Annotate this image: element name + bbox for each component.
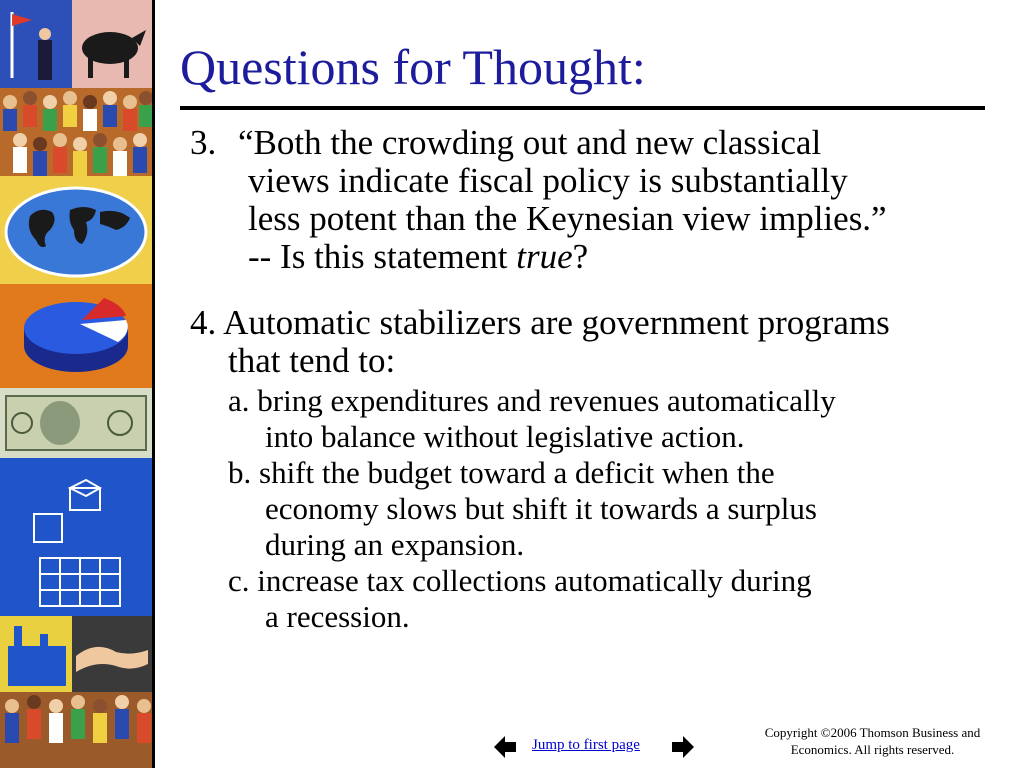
question-3-prompt: -- Is this statement: [248, 237, 517, 276]
option-b-line-3: during an expansion.: [265, 527, 525, 562]
pie-chart-illustration: [0, 284, 152, 388]
question-4-line-1: 4. Automatic stabilizers are government programs: [190, 303, 890, 342]
question-3-question-mark: ?: [572, 237, 589, 276]
question-4: [190, 304, 1010, 635]
flag-and-bull-illustration: [0, 0, 152, 88]
question-3: [190, 124, 990, 276]
copyright-line-1: Copyright ©2006 Thomson Business and: [764, 725, 981, 740]
slide-title: Questions for Thought:: [180, 39, 646, 95]
question-4-line-2: that tend to:: [228, 341, 396, 380]
option-a-line-1: a. bring expenditures and revenues automatically: [228, 383, 836, 418]
factory-and-handshake-illustration: [0, 616, 152, 692]
crowd-illustration: [0, 88, 152, 176]
question-3-line-1: [190, 124, 990, 162]
question-3-line-3: less potent than the Keynesian view implies.”: [248, 199, 887, 238]
copyright-notice: [740, 724, 1005, 758]
question-3-text-1: “Both the crowding out and new classical: [238, 123, 822, 162]
option-b-line-1: b. shift the budget toward a deficit when the: [228, 455, 775, 490]
title-underline: [180, 106, 985, 110]
option-c-line-2: a recession.: [265, 599, 410, 634]
question-3-number: 3.: [190, 123, 217, 162]
question-3-emphasis: true: [516, 237, 573, 276]
world-map-illustration: [0, 176, 152, 284]
question-3-line-4: [190, 238, 990, 276]
copyright-line-2: Economics. All rights reserved.: [790, 742, 955, 757]
building-blocks-illustration: [0, 458, 152, 616]
option-a-line-2: into balance without legislative action.: [265, 419, 745, 454]
strip-divider: [152, 0, 155, 768]
banknote-illustration: [0, 388, 152, 458]
crowd-illustration-bottom: [0, 692, 152, 768]
jump-to-first-page-link[interactable]: Jump to first page: [532, 737, 640, 753]
option-b-line-2: economy slows but shift it towards a surplus: [265, 491, 817, 526]
question-4-options: [190, 383, 1010, 635]
decorative-image-strip: [0, 0, 152, 768]
question-3-line-2: views indicate fiscal policy is substantially: [248, 161, 848, 200]
arrow-right-icon[interactable]: [670, 734, 696, 760]
arrow-left-icon[interactable]: [492, 734, 518, 760]
option-c-line-1: c. increase tax collections automatically during: [228, 563, 812, 598]
